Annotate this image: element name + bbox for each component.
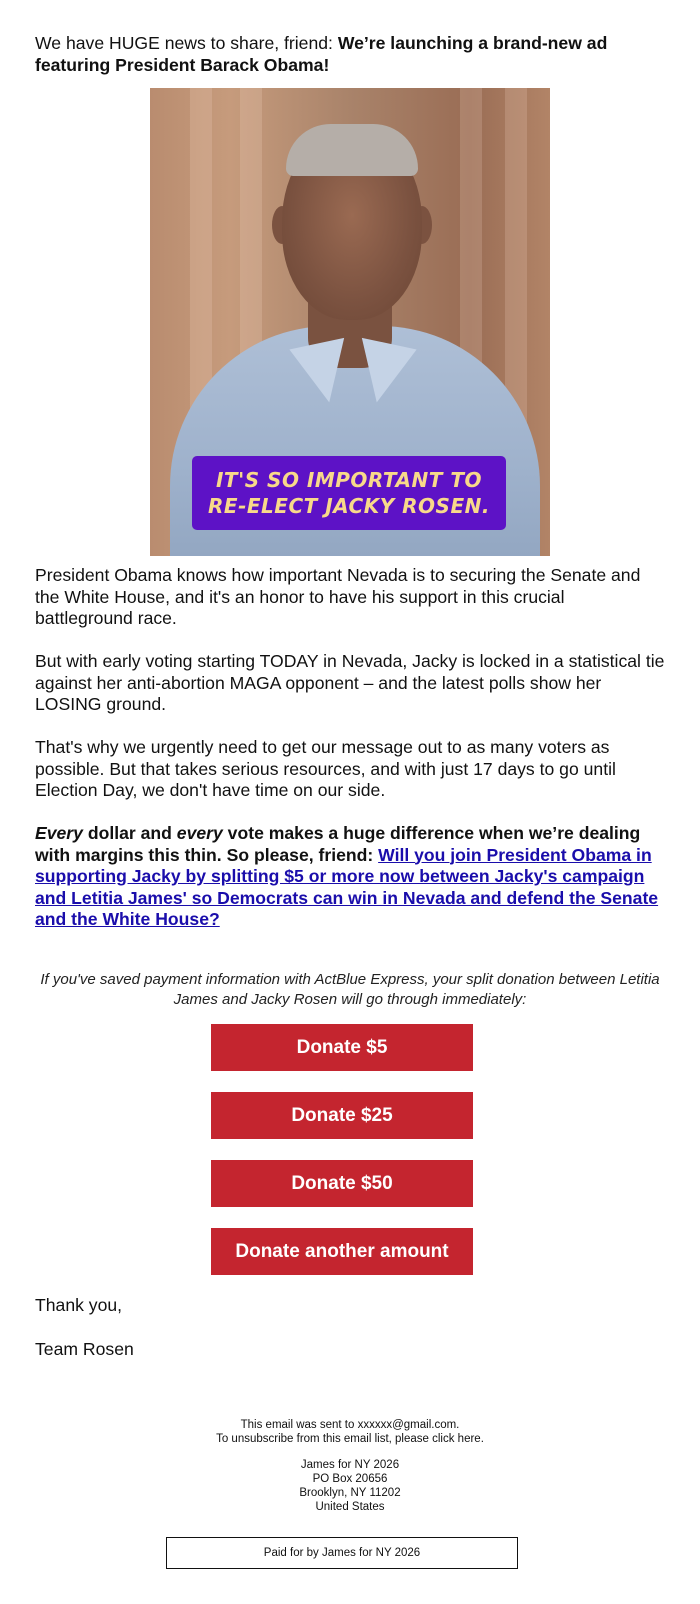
ad-caption [192, 456, 506, 530]
address-line-1: James for NY 2026 [300, 1459, 400, 1471]
donate-other-amount-button[interactable]: Donate another amount [211, 1228, 473, 1275]
footer-sent-prefix: This email was sent to [240, 1419, 358, 1431]
footer-unsub-suffix: . [480, 1433, 484, 1445]
paragraph-appeal [35, 823, 665, 931]
paragraph-resources: That's why we urgently need to get our message out to as many voters as possible. But that takes serious resources, and with just 17 days to go until Election Day, we don't have time on our side. [35, 737, 616, 800]
footer-sent-suffix: . [456, 1419, 460, 1431]
footer-address [35, 1458, 665, 1514]
hair-shape [286, 124, 418, 176]
paragraph-early-voting: But with early voting starting TODAY in Nevada, Jacky is locked in a statistical tie against her anti-abortion MAGA opponent – and the latest polls show her LOSING ground. [35, 651, 665, 714]
appeal-every-2: every [176, 823, 223, 843]
intro-lead: We have HUGE news to share, friend: [35, 33, 338, 53]
donate-50-button[interactable]: Donate $50 [211, 1160, 473, 1207]
paid-for-by-box: Paid for by James for NY 2026 [166, 1537, 518, 1569]
appeal-every-1: Every [35, 823, 83, 843]
address-line-2: PO Box 20656 [312, 1473, 388, 1485]
intro-paragraph [35, 33, 660, 76]
donate-25-button[interactable]: Donate $25 [211, 1092, 473, 1139]
paragraph-obama-support: President Obama knows how important Nevada is to securing the Senate and the White House, and it's an honor to have his support in this crucial battleground race. [35, 565, 641, 628]
signoff-team: Team Rosen [35, 1339, 134, 1359]
collar-left [289, 338, 356, 408]
donate-5-button[interactable]: Donate $5 [211, 1024, 473, 1071]
address-line-4: United States [315, 1501, 385, 1513]
intro-bold: We’re launching a brand-new ad featuring President Barack Obama! [35, 33, 608, 75]
appeal-mid-2: vote makes a huge difference when we’re dealing with margins this thin. So please, friend: [35, 823, 641, 865]
caption-line-1: IT'S SO IMPORTANT TO [215, 468, 482, 492]
footer-sent-to [35, 1418, 665, 1432]
caption-line-2: RE-ELECT JACKY ROSEN. [208, 494, 490, 518]
appeal-mid-1: dollar and [82, 823, 177, 843]
address-line-3: Brooklyn, NY 11202 [299, 1487, 401, 1499]
obama-ad-image[interactable] [150, 88, 550, 556]
footer-unsubscribe [35, 1432, 665, 1446]
footer-email: xxxxxx@gmail.com [357, 1419, 457, 1431]
unsubscribe-link[interactable]: click here [432, 1433, 481, 1445]
donate-appeal-link[interactable]: Will you join President Obama in supporting Jacky by splitting $5 or more now between Jacky's campaign and Letitia James' so Democrats can win in Nevada and defend the Senate and the White House? [35, 844, 659, 929]
footer-unsub-prefix: To unsubscribe from this email list, please [216, 1433, 433, 1445]
actblue-express-note: If you've saved payment information with ActBlue Express, your split donation between Letitia James and Jacky Rosen will go through immediately: [40, 971, 660, 1008]
signoff-thanks: Thank you, [35, 1295, 123, 1315]
